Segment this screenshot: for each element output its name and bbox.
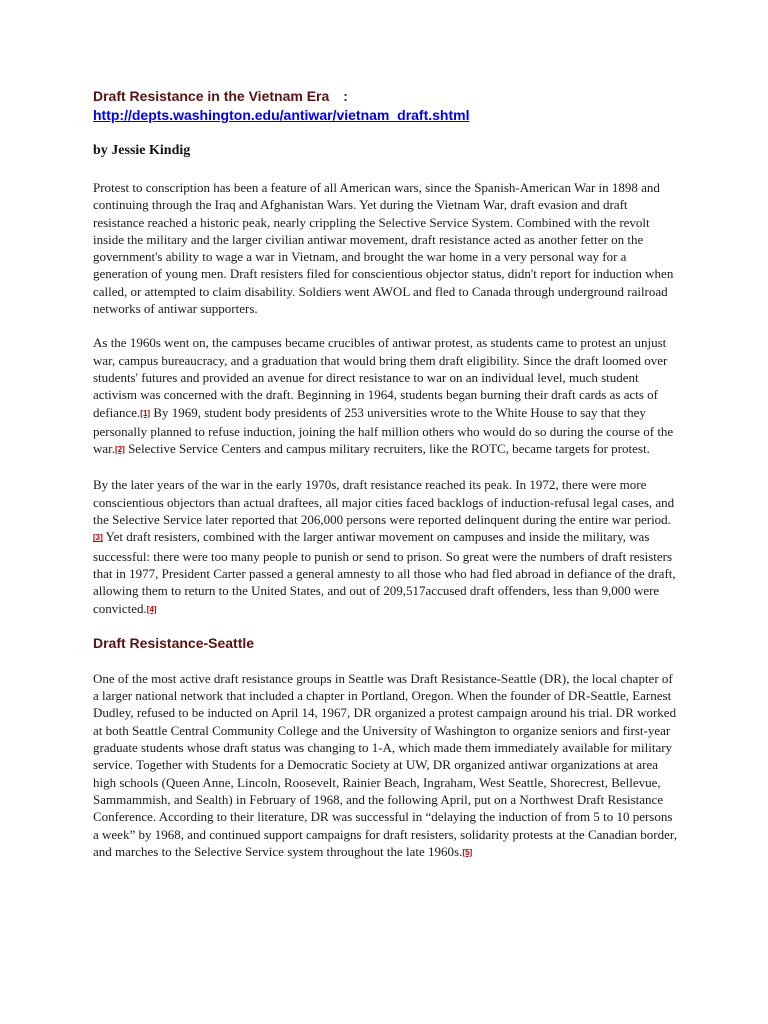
paragraph-text: By the later years of the war in the early 1970s, draft resistance reached its peak. In 1972, there were more conscientious objectors than actual draftees, all major cities faced backlogs of induction-refusal legal cases, and the Selective Service later reported that 206,000 persons were reported delinquent during the entire war period. — [93, 477, 675, 528]
source-url-link[interactable]: http://depts.washington.edu/antiwar/vietnam_draft.shtml — [93, 107, 470, 123]
footnote-link-1[interactable]: [1] — [140, 408, 151, 418]
paragraph-seattle — [93, 670, 678, 862]
footnote-link-5[interactable]: [5] — [462, 847, 473, 857]
footnote-link-3[interactable]: [3] — [93, 533, 103, 543]
document-page — [93, 88, 678, 862]
paragraph-peak — [93, 476, 678, 618]
paragraph-text: One of the most active draft resistance groups in Seattle was Draft Resistance-Seattle (DR), the local chapter of a larger national network that included a chapter in Portland, Oregon. When the founder of DR-Seattle, Earnest Dudley, refused to be inducted on April 14, 1967, DR organized a protest campaign around his trial. DR worked at both Seattle Central Community College and the University of Washington to organize seniors and first-year graduate students whose draft status was changing to 1-A, which made them immediately available for military service. Together with Students for a Democratic Society at UW, DR organized antiwar organizations at area high schools (Queen Anne, Lincoln, Roosevelt, Rainier Beach, Ingraham, West Seattle, Shorecrest, Bellevue, Sammammish, and Sealth) in February of 1968, and the following April, put on a Northwest Draft Resistance Conference. According to their literature, DR was successful in “delaying the induction of from 5 to 10 persons a week” by 1968, and continued support campaigns for draft resisters, solidarity protests at the Canadian border, and marches to the Selective Service system throughout the late 1960s. — [93, 670, 677, 859]
title-separator: : — [343, 88, 348, 104]
page-title — [93, 88, 678, 105]
footnote-link-2[interactable]: [2] — [115, 445, 125, 455]
paragraph-text: By 1969, student body presidents of 253 universities wrote to the White House to say that they personally planned to refuse induction, joining the half million others who would do so during the course of the war. — [93, 404, 674, 457]
paragraph-text: Selective Service Centers and campus military recruiters, like the ROTC, became targets for protest. — [124, 441, 650, 457]
author-byline: by Jessie Kindig — [93, 143, 191, 158]
paragraph-campuses — [93, 334, 678, 459]
section-heading-seattle: Draft Resistance-Seattle — [93, 634, 255, 651]
paragraph-intro: Protest to conscription has been a feature of all American wars, since the Spanish-American War in 1898 and continuing through the Iraq and Afghanistan Wars. Yet during the Vietnam War, draft evasion and draft resistance reached a historic peak, nearly crippling the Selective Service System. Combined with the revolt inside the military and the larger civilian antiwar movement, draft resistance acted as another fetter on the government's ability to wage a war in Vietnam, and brought the war home in a very personal way for a generation of young men. Draft resisters filed for conscientious objector status, didn't report for induction when called, or attempted to claim disability. Soldiers went AWOL and fled to Canada through underground railroad networks of antiwar supporters. — [93, 180, 674, 317]
paragraph-text: As the 1960s went on, the campuses became crucibles of antiwar protest, as students came to protest an unjust war, campus bureaucracy, and a graduation that would bring them draft eligibility. Since the draft loomed over students' futures and provided an avenue for direct resistance to war on an individual level, much student activism was concerned with the draft. Beginning in 1964, students began burning their draft cards as acts of defiance. — [93, 335, 668, 420]
footnote-link-4[interactable]: [4] — [146, 604, 157, 614]
paragraph-text: Yet draft resisters, combined with the larger antiwar movement on campuses and inside the military, was successful: there were too many people to punish or send to prison. So great were the numbers of draft resisters that in 1977, President Carter passed a general amnesty to all those who had fled abroad in defiance of the draft, allowing them to return to the United States, and out of 209,517accused draft offenders, less than 9,000 were convicted. — [93, 529, 676, 616]
title-text: Draft Resistance in the Vietnam Era — [93, 88, 330, 104]
